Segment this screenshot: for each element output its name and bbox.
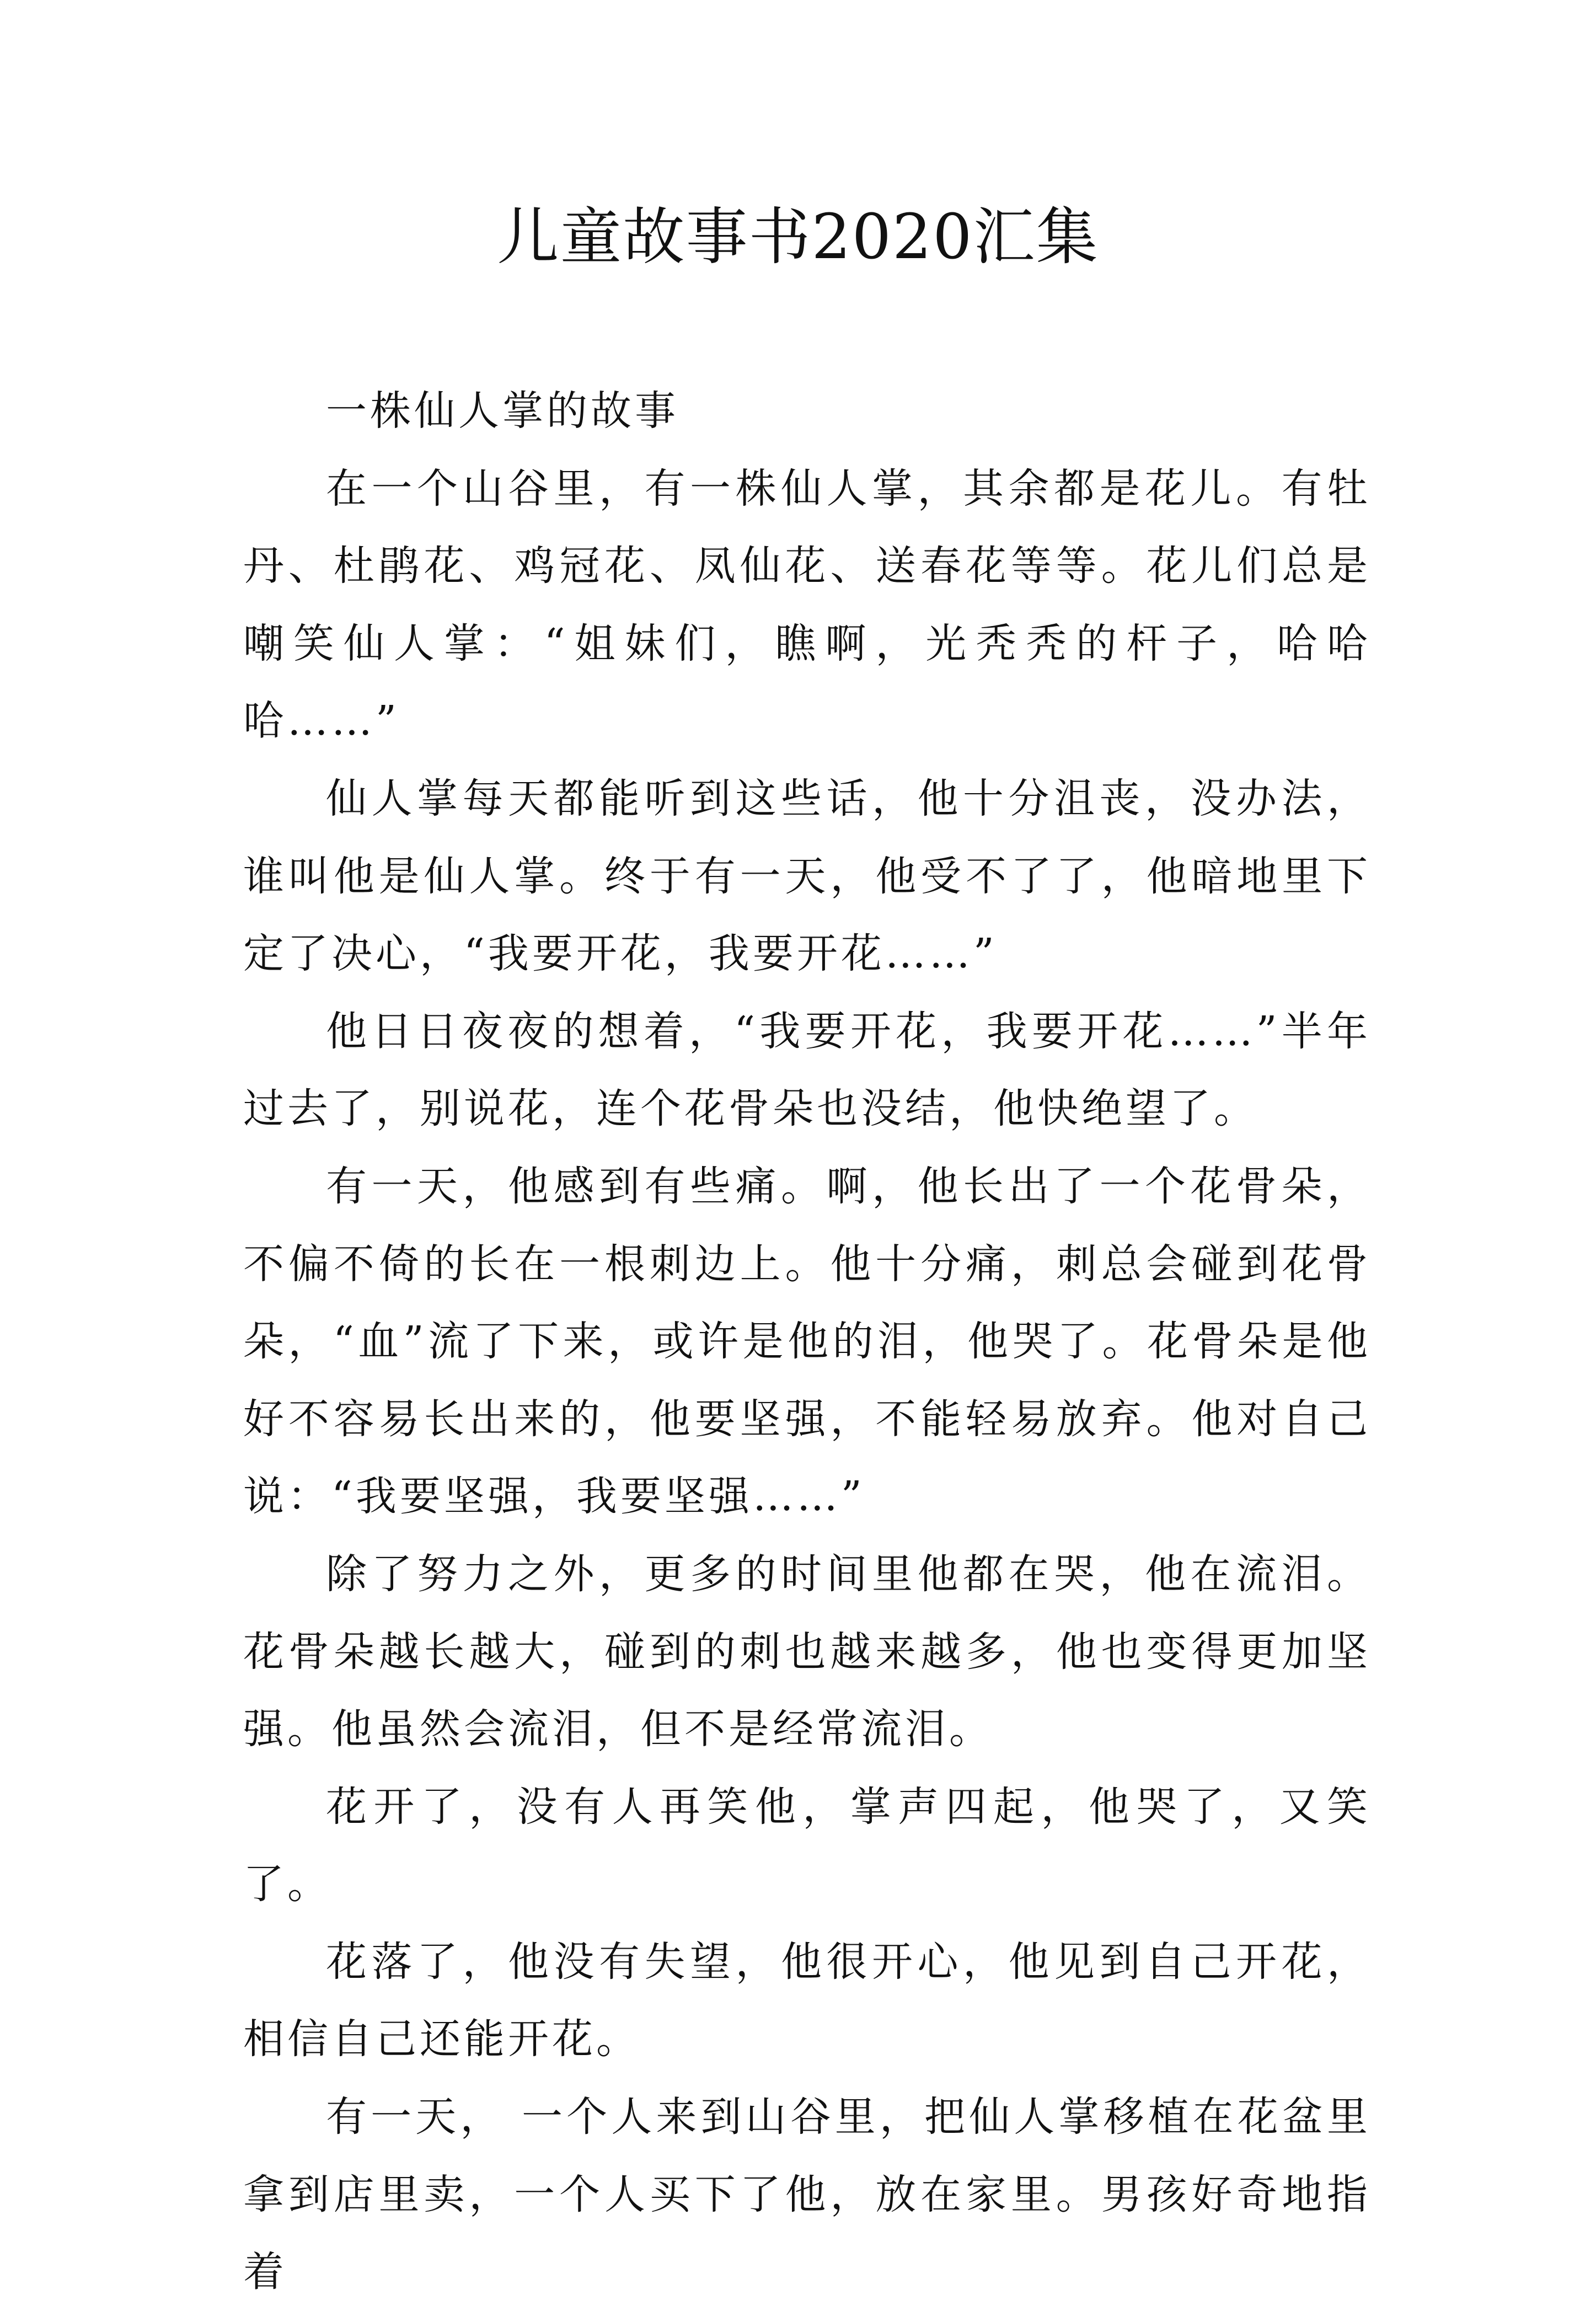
- paragraph: 花开了，没有人再笑他，掌声四起，他哭了，又笑了。: [243, 1783, 1371, 1908]
- document-title: 儿童故事书2020汇集: [497, 201, 1099, 273]
- paragraph: 花落了，他没有失望，他很开心，他见到自己开花，相信自己还能开花。: [243, 1938, 1371, 2063]
- paragraph: 仙人掌每天都能听到这些话，他十分沮丧，没办法，谁叫他是仙人掌。终于有一天，他受不了了，他暗地里下定了决心，“我要开花，我要开花……”: [243, 774, 1371, 978]
- paragraph: 他日日夜夜的想着，“我要开花，我要开花……”半年过去了，别说花，连个花骨朵也没结，他快绝望了。: [243, 1007, 1371, 1133]
- story-title: 一株仙人掌的故事: [326, 387, 679, 435]
- paragraph: 除了努力之外，更多的时间里他都在哭，他在流泪。花骨朵越长越大，碰到的刺也越来越多，他也变得更加坚强。他虽然会流泪，但不是经常流泪。: [243, 1550, 1371, 1753]
- document-body: [243, 372, 1371, 2311]
- paragraph: 有一天， 一个人来到山谷里，把仙人掌移植在花盆里拿到店里卖，一个人买下了他，放在家里。男孩好奇地指着: [243, 2093, 1371, 2296]
- paragraph: 在一个山谷里，有一株仙人掌，其余都是花儿。有牡丹、杜鹃花、鸡冠花、凤仙花、送春花等等。花儿们总是嘲笑仙人掌：“姐妹们，瞧啊，光秃秃的杆子，哈哈哈……”: [243, 464, 1371, 745]
- paragraph: 有一天，他感到有些痛。啊，他长出了一个花骨朵，不偏不倚的长在一根刺边上。他十分痛，刺总会碰到花骨朵，“血”流了下来，或许是他的泪，他哭了。花骨朵是他好不容易长出来的，他要坚强，不能轻易放弃。他对自己说：“我要坚强，我要坚强……”: [243, 1162, 1371, 1521]
